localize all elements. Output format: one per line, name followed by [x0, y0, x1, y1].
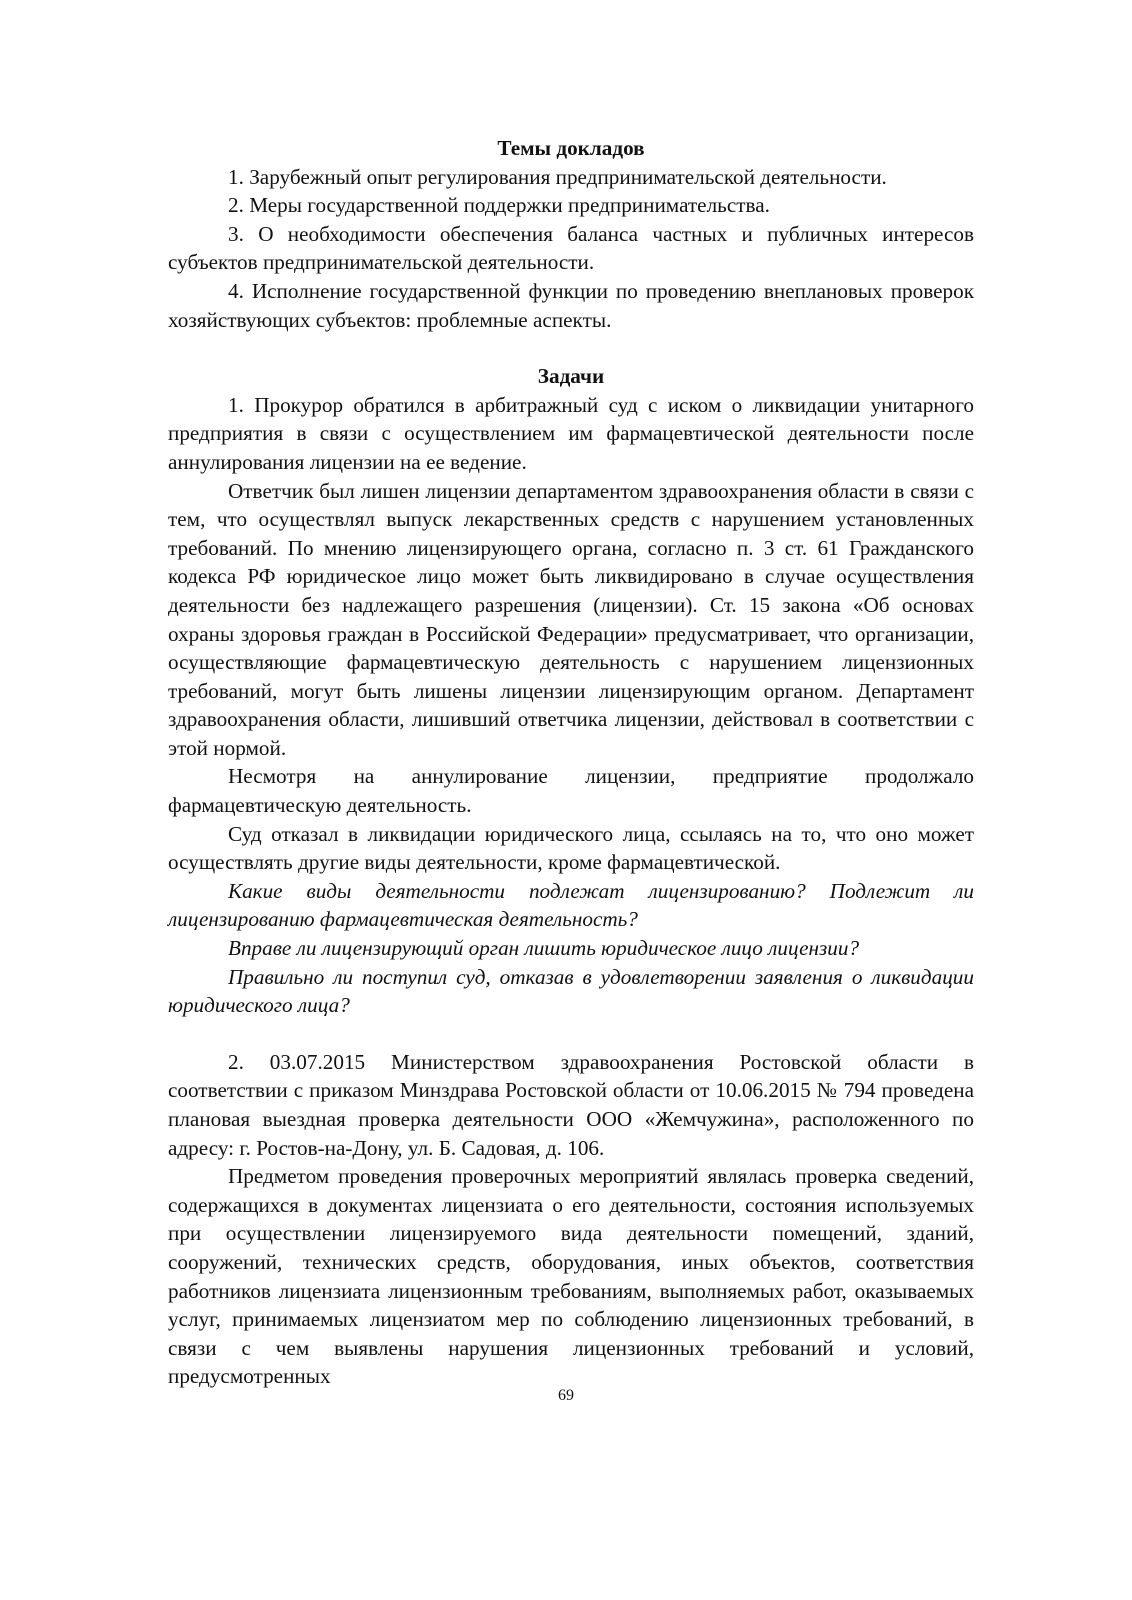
task-spacer	[168, 1020, 974, 1048]
task1-paragraph-4: Суд отказал в ликвидации юридического лица, ссылаясь на то, что оно может осуществлять другие виды деятельности, кроме фармацевтической.	[168, 821, 974, 875]
section-spacer	[168, 334, 974, 362]
task1-paragraph-1: 1. Прокурор обратился в арбитражный суд с иском о ликвидации унитарного предприятия в связи с осуществлением им фармацевтической деятельности после аннулирования лицензии на ее ведение.	[168, 392, 974, 474]
document-page	[168, 134, 974, 1391]
topic-item-2: 2. Меры государственной поддержки предпринимательства.	[228, 193, 770, 218]
topic-item-3: 3. О необходимости обеспечения баланса частных и публичных интересов субъектов предпринимательской деятельности.	[168, 221, 974, 275]
page-number: 69	[558, 1387, 574, 1404]
topic-item-1: 1. Зарубежный опыт регулирования предпринимательской деятельности.	[228, 164, 887, 189]
topic-item-4: 4. Исполнение государственной функции по проведению внеплановых проверок хозяйствующих субъектов: проблемные аспекты.	[168, 278, 974, 332]
task1-paragraph-3: Несмотря на аннулирование лицензии, предприятие продолжало фармацевтическую деятельность.	[168, 764, 974, 818]
task1-question-1: Какие виды деятельности подлежат лицензированию? Подлежит ли лицензированию фармацевтическая деятельность?	[168, 878, 974, 932]
task2-paragraph-2: Предметом проведения проверочных мероприятий являлась проверка сведений, содержащихся в документах лицензиата о его деятельности, состояния используемых при осуществлении лицензируемого вида деятельности помещений, зданий, сооружений, технических средств, оборудования, иных объектов, соответствия работников лицензиата лицензионным требованиям, выполняемых работ, оказываемых услуг, принимаемых лицензиатом мер по соблюдению лицензионных требований, в связи с чем выявлены нарушения лицензионных требований и условий, предусмотренных	[168, 1164, 974, 1389]
task2-paragraph-1: 2. 03.07.2015 Министерством здравоохранения Ростовской области в соответствии с приказом Минздрава Ростовской области от 10.06.2015 № 794 проведена плановая выездная проверка деятельности ООО «Жемчужина», расположенного по адресу: г. Ростов-на-Дону, ул. Б. Садовая, д. 106.	[168, 1049, 974, 1160]
topics-heading: Темы докладов	[497, 136, 645, 160]
task1-paragraph-2: Ответчик был лишен лицензии департаментом здравоохранения области в связи с тем, что осуществлял выпуск лекарственных средств с нарушением установленных требований. По мнению лицензирующего органа, согласно п. 3 ст. 61 Гражданского кодекса РФ юридическое лицо может быть ликвидировано в случае осуществления деятельности без надлежащего разрешения (лицензии). Ст. 15 закона «Об основах охраны здоровья граждан в Российской Федерации» предусматривает, что организации, осуществляющие фармацевтическую деятельность с нарушением лицензионных требований, могут быть лишены лицензии лицензирующим органом. Департамент здравоохранения области, лишивший ответчика лицензии, действовал в соответствии с этой нормой.	[168, 478, 974, 760]
tasks-heading: Задачи	[537, 364, 605, 389]
task1-question-2: Вправе ли лицензирующий орган лишить юридическое лицо лицензии?	[228, 936, 860, 961]
task1-question-3: Правильно ли поступил суд, отказав в удовлетворении заявления о ликвидации юридического лица?	[168, 964, 974, 1018]
